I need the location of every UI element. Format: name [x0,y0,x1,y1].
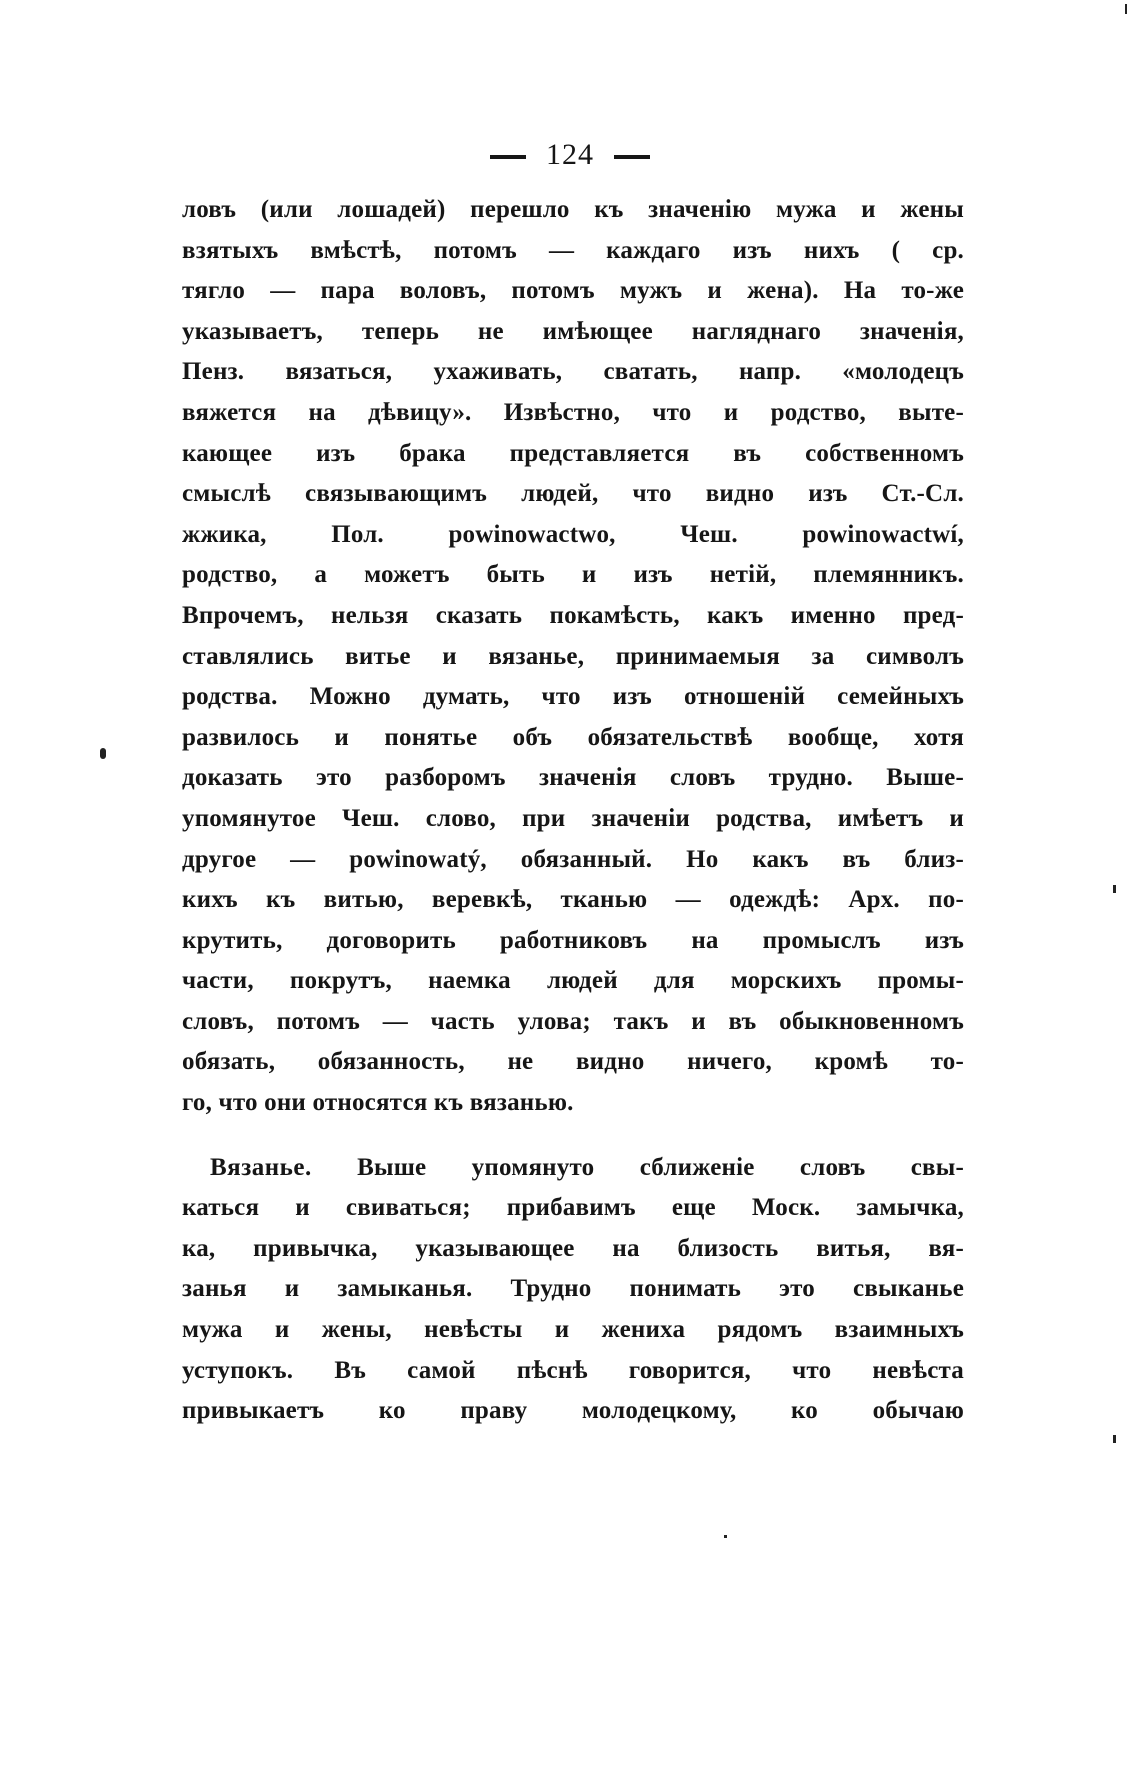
text-line: тягло — пара воловъ, потомъ мужъ и жена). На то-же [182,277,964,305]
text-line: Впрочемъ, нельзя сказать покамѣсть, какъ именно пред- [182,601,964,629]
ink-speck [724,1535,727,1538]
text-line: Пенз. вязаться, ухаживать, сватать, напр. «молодецъ [182,358,964,386]
page-number: 124 [546,138,594,171]
text-line: смыслѣ связывающимъ людей, что видно изъ Ст.-Сл. [182,480,964,508]
text-line: крутить, договорить работниковъ на промыслъ изъ [182,926,964,954]
ink-speck [1113,885,1116,893]
text-line: родства. Можно думать, что изъ отношеній семейныхъ [182,683,964,711]
text-line: занья и замыканья. Трудно понимать это свыканье [182,1275,964,1303]
paragraph-1 [182,190,964,1124]
right-dash [614,155,650,159]
text-line: обязать, обязанность, не видно ничего, кромѣ то- [182,1048,964,1076]
text-line: привыкаетъ ко праву молодецкому, ко обычаю [182,1397,964,1425]
ink-speck [100,748,106,759]
text-line: каться и свиваться; прибавимъ еще Моск. замычка, [182,1194,964,1222]
text-line: го, что они относятся къ вязанью. [182,1089,574,1117]
paragraph-first-line [182,1148,964,1189]
text-line: уступокъ. Въ самой пѣснѣ говорится, что невѣста [182,1356,964,1384]
text-line: вяжется на дѣвицу». Извѣстно, что и родство, выте- [182,398,964,426]
text-line: доказать это разборомъ значенія словъ трудно. Выше- [182,764,964,792]
body-text [182,190,964,1432]
text-line: упомянутое Чеш. слово, при значеніи родства, имѣетъ и [182,804,964,832]
text-line: ка, привычка, указывающее на близость витья, вя- [182,1234,964,1262]
page-number-header [0,138,1140,172]
text-line: ставлялись витье и вязанье, принимаемыя за символъ [182,642,964,670]
text-line: другое — powinowatý, обязанный. Но какъ въ близ- [182,845,964,873]
text-fragment: Выше упомянуто сближеніе словъ свы- [357,1153,964,1181]
text-line: кихъ къ витью, веревкѣ, тканью — одеждѣ: Арх. по- [182,886,964,914]
text-line: взятыхъ вмѣстѣ, потомъ — каждаго изъ нихъ ( ср. [182,236,964,264]
text-line: части, покрутъ, наемка людей для морскихъ промы- [182,967,964,995]
text-line: словъ, потомъ — часть улова; такъ и въ обыкновенномъ [182,1007,964,1035]
section-heading: Вязанье. [210,1153,312,1181]
text-line: мужа и жены, невѣсты и жениха рядомъ взаимныхъ [182,1316,964,1344]
text-line: кающее изъ брака представляется въ собственномъ [182,439,964,467]
text-line: родство, а можетъ быть и изъ нетій, племянникъ. [182,561,964,589]
text-line: указываетъ, теперь не имѣющее нагляднаго значенія, [182,317,964,345]
paragraph-gap [182,1124,964,1148]
paragraph-2 [182,1148,964,1432]
text-line: ловъ (или лошадей) перешло къ значенію мужа и жены [182,196,964,223]
ink-speck [1113,1435,1116,1443]
text-line: развилось и понятье объ обязательствѣ вообще, хотя [182,723,964,751]
text-line: жжика, Пол. powinowactwo, Чеш. powinowactwí, [182,520,964,548]
left-dash [490,155,526,159]
ink-speck [1125,4,1127,14]
